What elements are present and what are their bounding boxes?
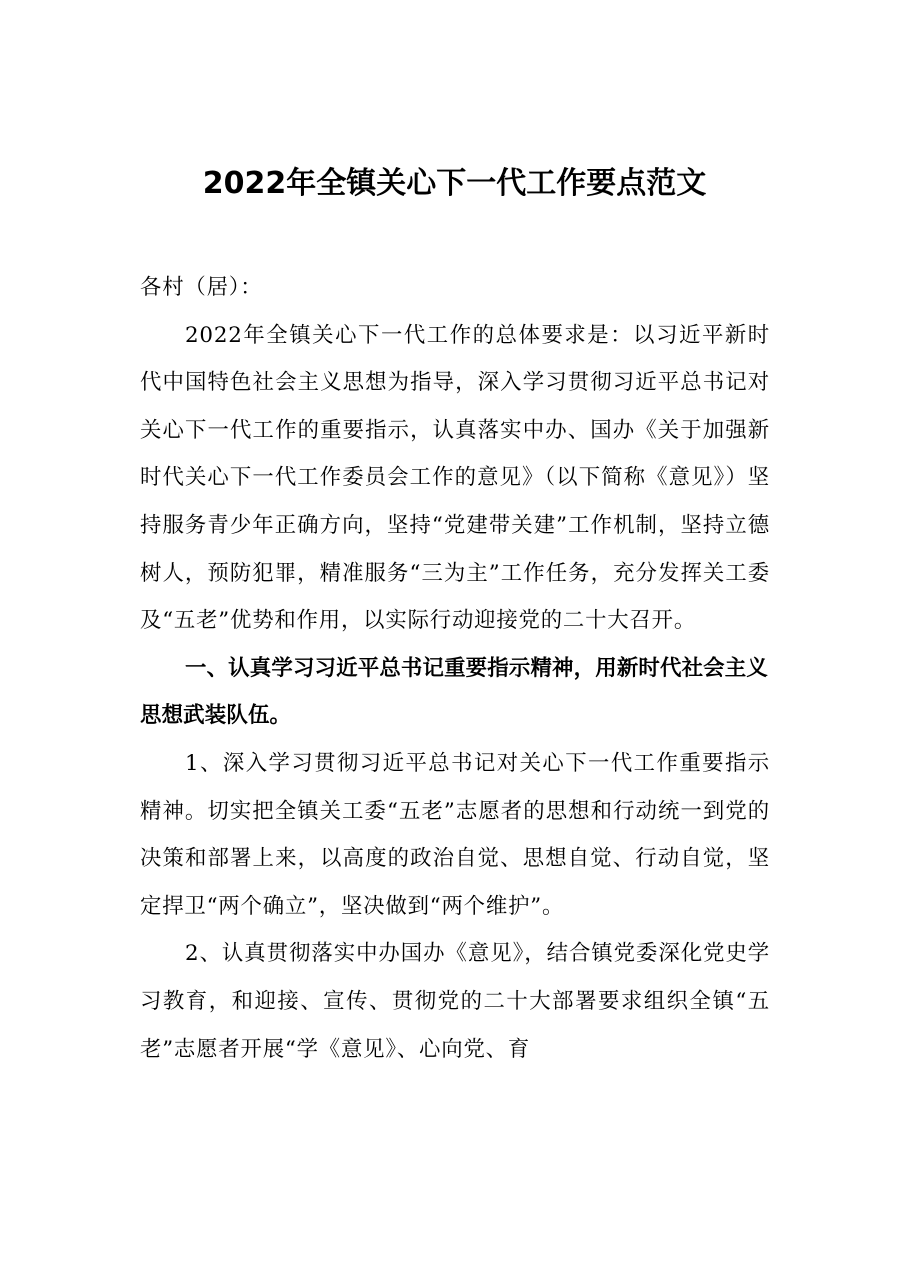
- intro-paragraph: 2022年全镇关心下一代工作的总体要求是：以习近平新时代中国特色社会主义思想为指导，深入学习贯彻习近平总书记对关心下一代工作的重要指示，认真落实中办、国办《关于加强新时代关心下一代工作委员会工作的意见》（以下简称《意见》）坚持服务青少年正确方向，坚持“党建带关建”工作机制，坚持立德树人，预防犯罪，精准服务“三为主”工作任务，充分发挥关工委及“五老”优势和作用，以实际行动迎接党的二十大召开。: [140, 322, 770, 634]
- document-title: 2022年全镇关心下一代工作要点范文: [202, 166, 707, 201]
- item-paragraph-1: 1、深入学习贯彻习近平总书记对关心下一代工作重要指示精神。切实把全镇关工委“五老”志愿者的思想和行动统一到党的决策和部署上来，以高度的政治自觉、思想自觉、行动自觉，坚定捍卫“两个确立”，坚决做到“两个维护”。: [140, 750, 770, 919]
- section-heading-1: 一、认真学习习近平总书记重要指示精神，用新时代社会主义思想武装队伍。: [140, 655, 768, 729]
- item-paragraph-2: 2、认真贯彻落实中办国办《意见》，结合镇党委深化党史学习教育，和迎接、宣传、贯彻党的二十大部署要求组织全镇“五老”志愿者开展“学《意见》、心向党、育: [140, 941, 770, 1062]
- salutation: 各村（居）：: [140, 275, 263, 300]
- document-body: [140, 264, 770, 1073]
